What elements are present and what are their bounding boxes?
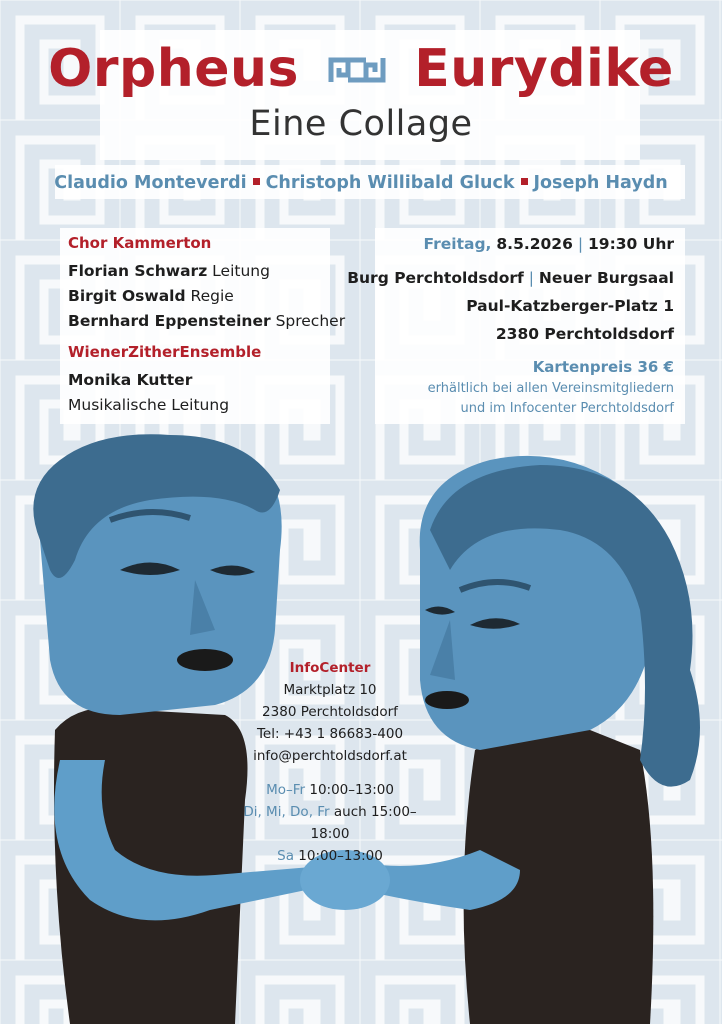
hours-row: Di, Mi, Do, Fr auch 15:00–18:00 [243,804,417,842]
hours-row: Sa 10:00–13:00 [277,848,383,864]
street-address: Paul-Katzberger-Platz 1 [466,297,674,315]
infocenter-street: Marktplatz 10 [283,682,377,698]
title-orpheus: Orpheus [48,39,300,99]
infocenter-phone: Tel: +43 1 86683-400 [256,726,404,742]
poster-subtitle: Eine Collage [249,104,473,144]
credit-row: Birgit Oswald Regie [68,287,234,305]
city-address: 2380 Perchtoldsdorf [495,325,674,343]
ticket-price: Kartenpreis 36 € [532,358,674,376]
ensemble-lead-role: Musikalische Leitung [68,396,230,414]
infocenter-city: 2380 Perchtoldsdorf [262,704,398,720]
red-square-separator [521,178,528,185]
red-square-separator [253,178,260,185]
credit-row: Florian Schwarz Leitung [68,262,270,280]
infocenter-heading: InfoCenter [289,660,371,676]
composer-haydn: Joseph Haydn [533,173,668,193]
composer-line [0,173,722,193]
meander-ampersand-icon [328,38,386,98]
title-eurydike: Eurydike [414,39,674,99]
poster-title [0,38,722,106]
ensemble-name: WienerZitherEnsemble [68,343,262,361]
venue-line: Burg Perchtoldsdorf | Neuer Burgsaal [347,269,674,287]
event-details-block [314,231,674,419]
credit-row: Bernhard Eppensteiner Sprecher [68,312,346,330]
composer-gluck: Christoph Willibald Gluck [265,173,515,193]
event-date-line: Freitag, 8.5.2026 | 19:30 Uhr [423,235,674,253]
hours-row: Mo–Fr 10:00–13:00 [266,782,394,798]
infocenter-email[interactable]: info@perchtoldsdorf.at [253,748,407,764]
ticket-availability-1: erhältlich bei allen Vereinsmitgliedern [427,381,674,396]
infocenter-block [230,657,430,867]
ensemble-lead-name: Monika Kutter [68,371,193,389]
composer-monteverdi: Claudio Monteverdi [54,173,247,193]
choir-name: Chor Kammerton [68,234,212,252]
ticket-availability-2: und im Infocenter Perchtoldsdorf [460,401,674,416]
